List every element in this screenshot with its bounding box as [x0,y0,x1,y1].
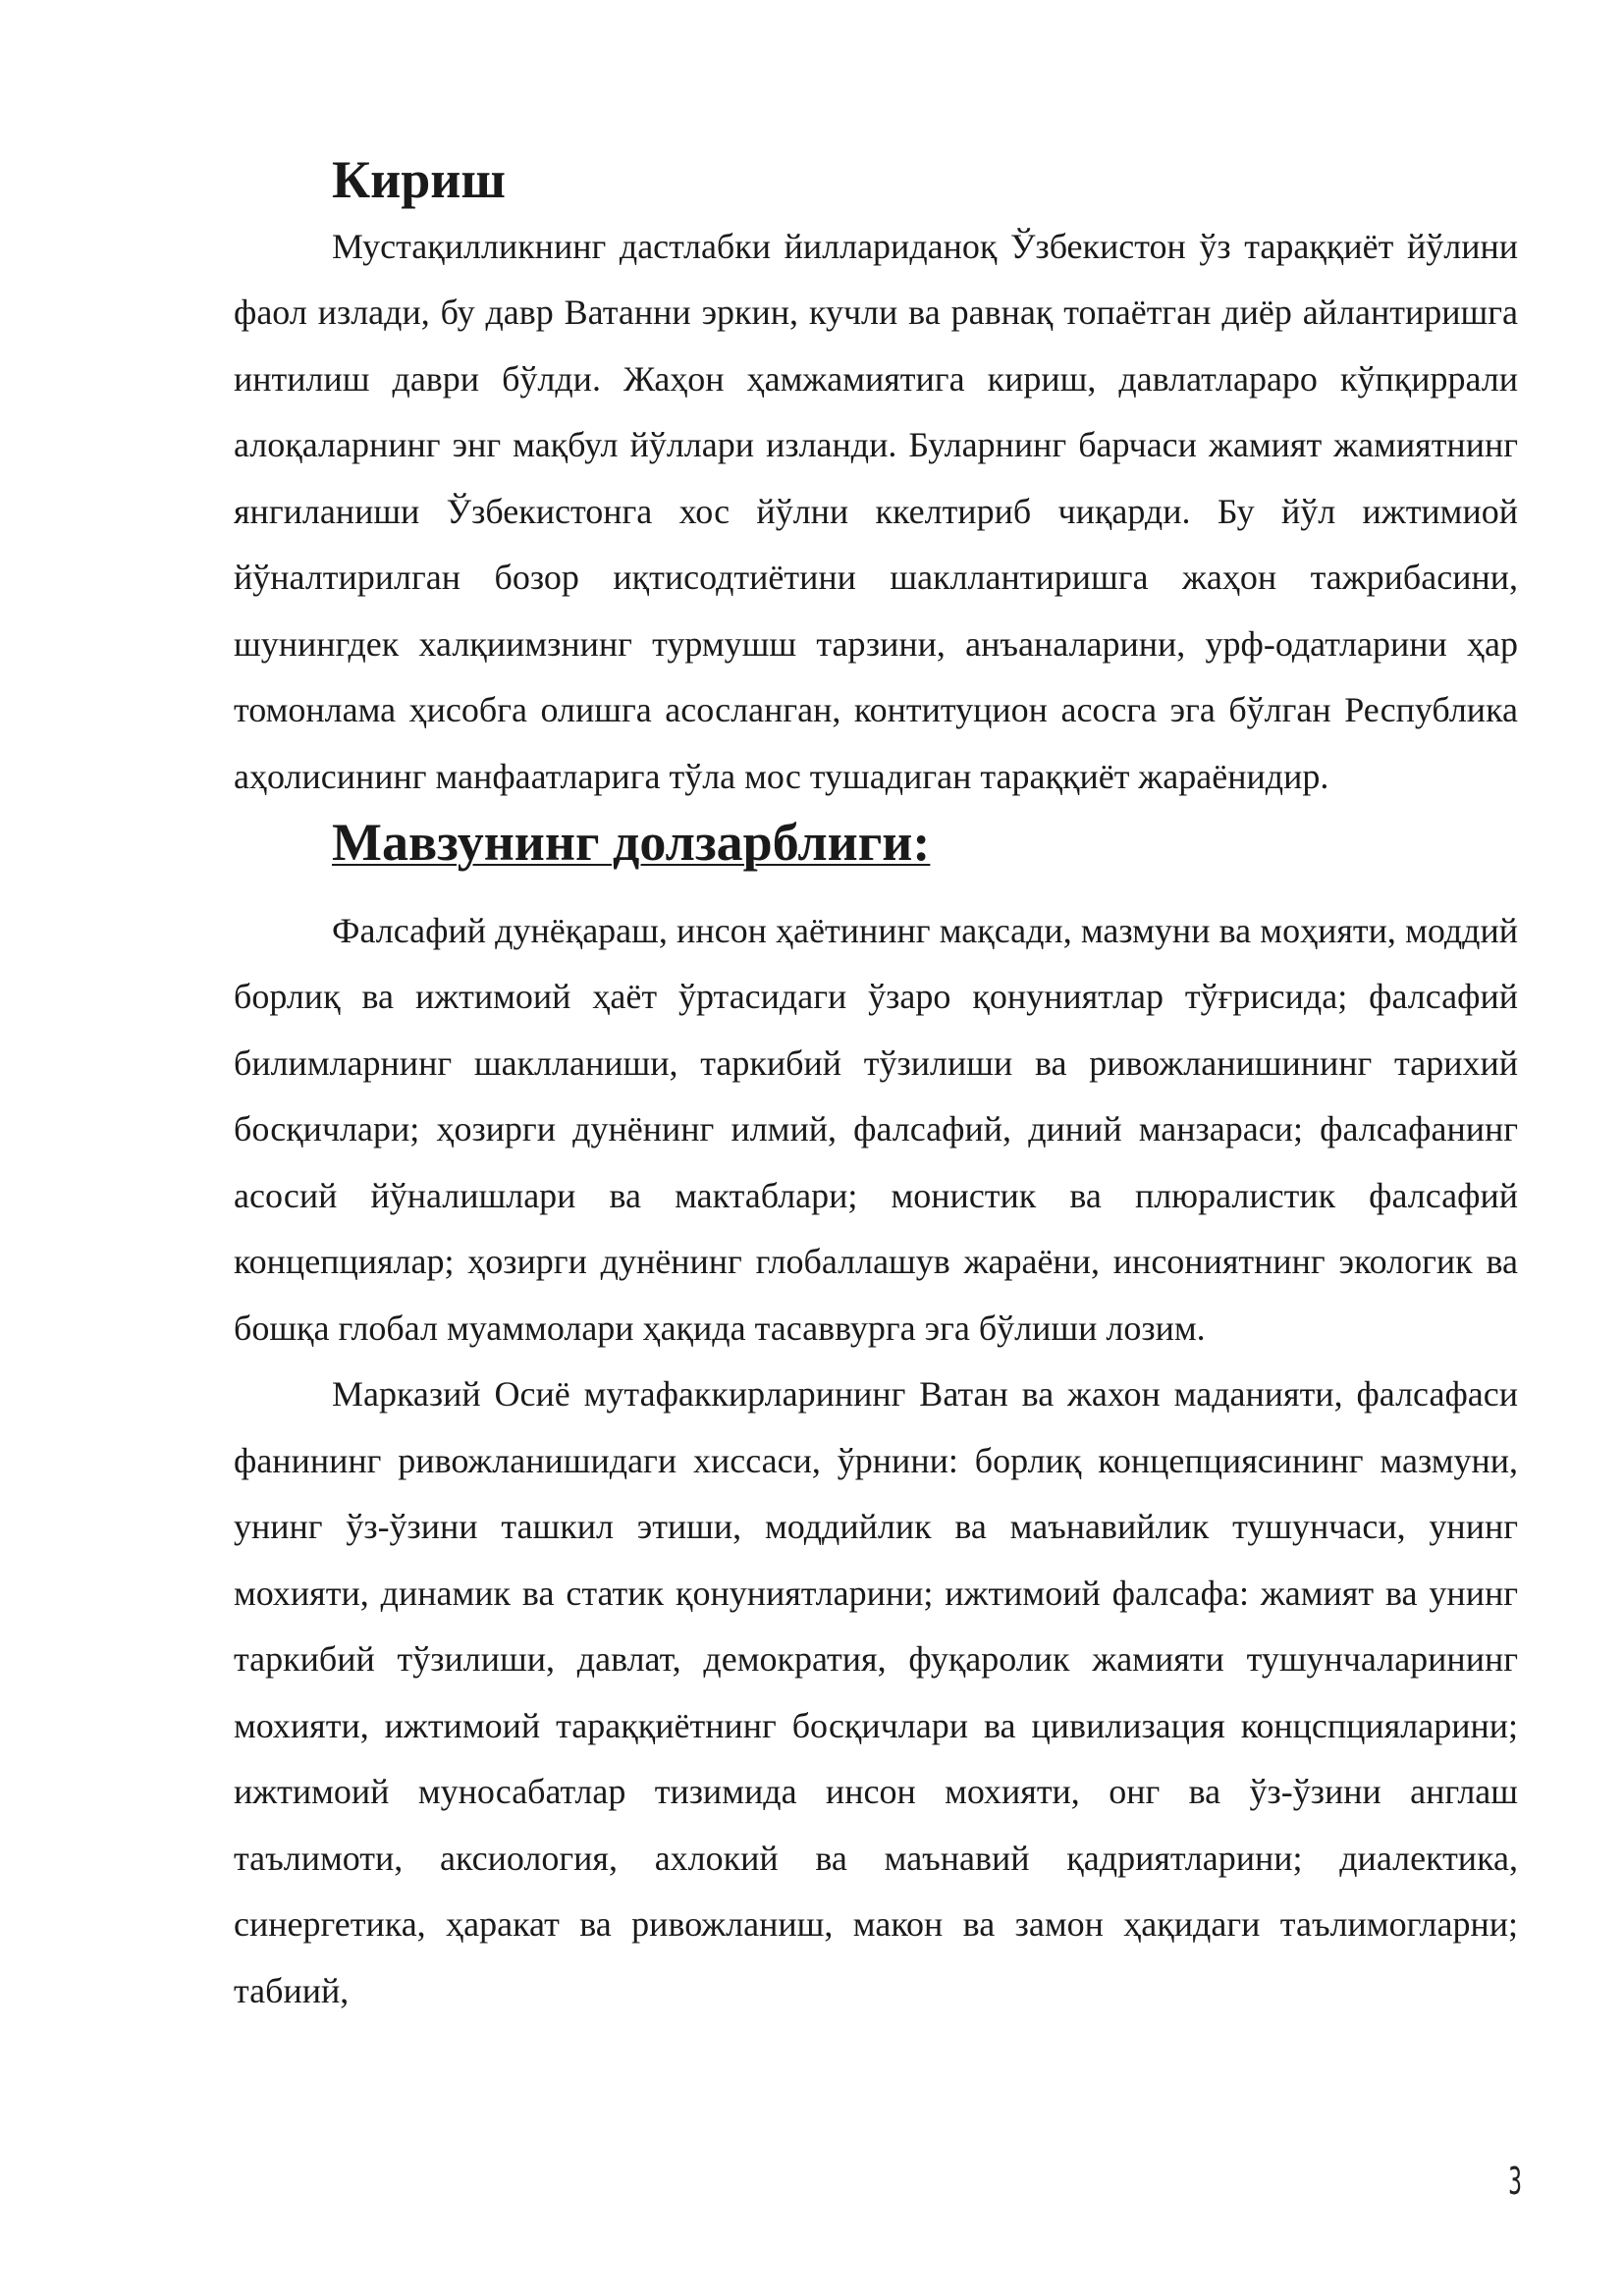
relevance-heading-text: Мавзунинг долзарблиги: [332,813,931,872]
section-heading-relevance [234,810,1518,877]
page-number: 3 [1508,2160,1522,2203]
relevance-paragraph-1: Фалсафий дунёқараш, инсон ҳаётининг мақсади, мазмуни ва моҳияти, моддий борлиқ ва ижтимоий ҳаёт ўртасидаги ўзаро қонуниятлар тўғрисида; фалсафий билимларнинг шаклланиши, таркибий тўзилиши ва ривожланишининг тарихий босқичлари; ҳозирги дунёнинг илмий, фалсафий, диний манзараси; фалсафанинг асосий йўналишлари ва мактаблари; монистик ва плюралистик фалсафий концепциялар; ҳозирги дунёнинг глобаллашув жараёни, инсониятнинг экологик ва бошқа глобал муаммолари ҳақида тасаввурга эга бўлиши лозим. [234,910,1518,1348]
page-content [234,147,1518,2024]
relevance-paragraph-2: Марказий Осиё мутафаккирларининг Ватан ва жахон маданияти, фалсафаси фанининг ривожланишидаги хиссаси, ўрнини: борлиқ концепциясининг мазмуни, унинг ўз-ўзини ташкил этиши, моддийлик ва маънавийлик тушунчаси, унинг мохияти, динамик ва статик қонуниятларини; ижтимоий фалсафа: жамият ва унинг таркибий тўзилиши, давлат, демократия, фуқаролик жамияти тушунчаларининг мохияти, ижтимоий тараққиётнинг босқичлари ва цивилизация концспцияларини; ижтимоий муносабатлар тизимида инсон мохияти, онг ва ўз-ўзини англаш таълимоти, аксиология, ахлокий ва маънавий қадриятларини; диалектика, синергетика, ҳаракат ва ривожланиш, макон ва замон ҳақидаги таълимогларни; табиий, [234,1374,1518,2010]
section-spacer [234,877,1518,898]
introduction-paragraph: Мустақилликнинг дастлабки йиллариданоқ Ўзбекистон ўз тараққиёт йўлини фаол излади, бу давр Ватанни эркин, кучли ва равнақ топаётган диёр айлантиришга интилиш даври бўлди. Жаҳон ҳамжамиятига кириш, давлатлараро кўпқиррали алоқаларнинг энг мақбул йўллари изланди. Буларнинг барчаси жамият жамиятнинг янгиланиши Ўзбекистонга хос йўлни ккелтириб чиқарди. Бу йўл ижтимиой йўналтирилган бозор иқтисодтиётини шакллантиришга жаҳон тажрибасини, шунингдек халқиимзнинг турмушш тарзини, анъаналарини, урф-одатларини ҳар томонлама ҳисобга олишга асосланган, контитуцион асосга эга бўлган Республика аҳолисининг манфаатларига тўла мос тушадиган тараққиёт жараёнидир. [234,226,1518,796]
section-heading-introduction [234,147,1518,214]
introduction-heading-text: Кириш [332,150,507,209]
